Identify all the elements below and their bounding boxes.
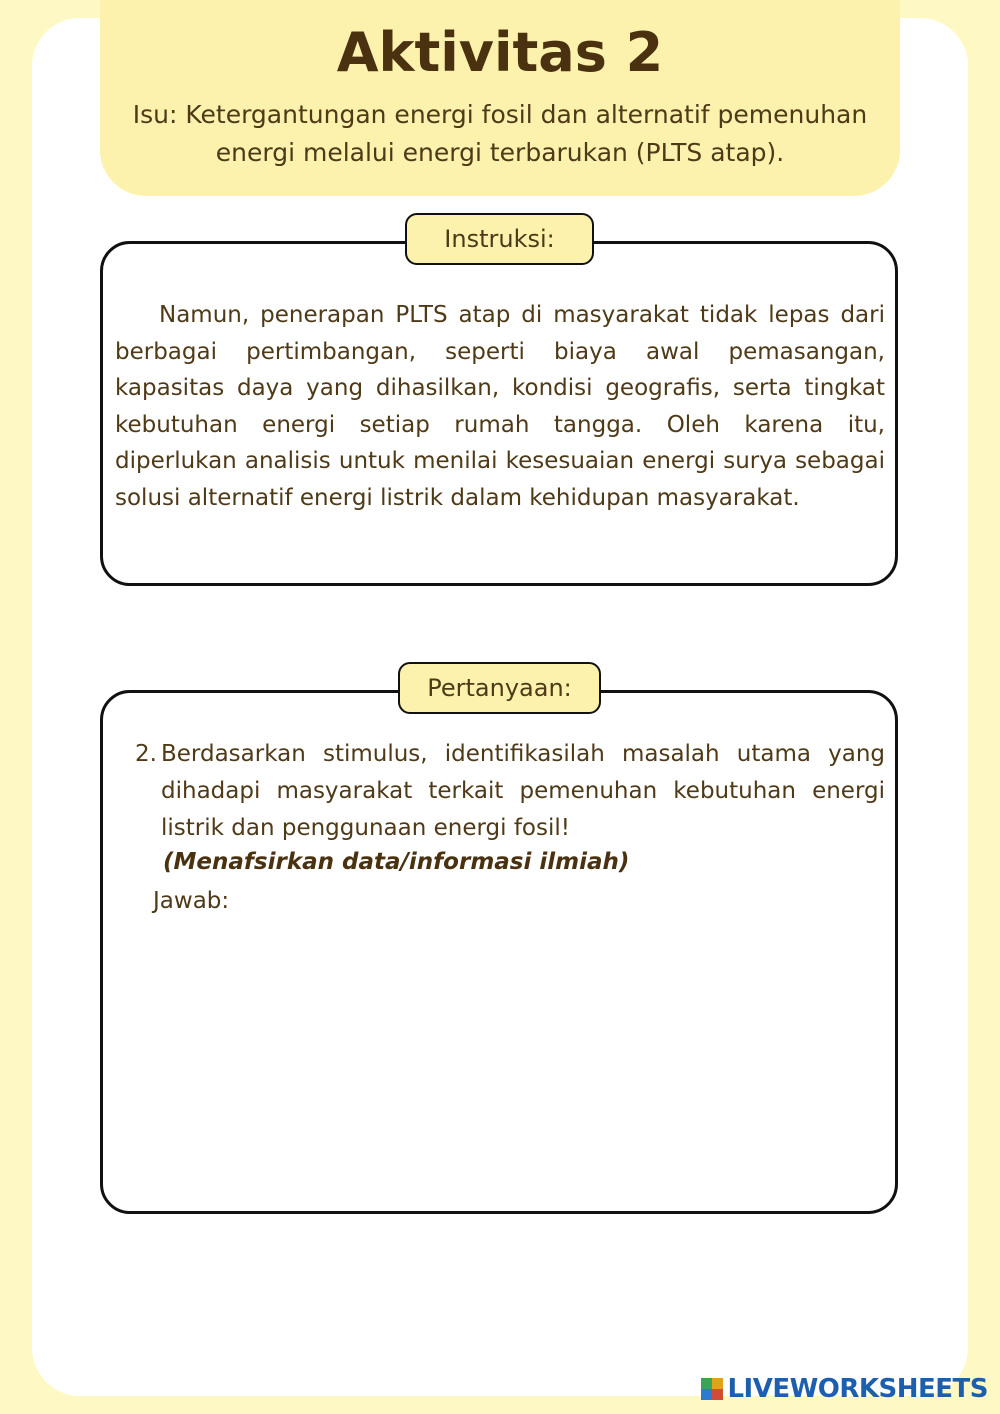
- question-label: Pertanyaan:: [398, 662, 601, 714]
- instructions-label: Instruksi:: [405, 213, 594, 265]
- liveworksheets-logo-icon: [701, 1378, 723, 1400]
- liveworksheets-brand: [701, 1370, 988, 1408]
- instructions-text: Namun, penerapan PLTS atap di masyarakat tidak lepas dari berbagai pertimbangan, seperti biaya awal pemasangan, kapasitas daya yang dihasilkan, kondisi geografis, serta tingkat kebutuhan energi setiap rumah tangga. Oleh karena itu, diperlukan analisis untuk menilai kesesuaian energi surya sebagai solusi alternatif energi listrik dalam kehidupan masyarakat.: [115, 302, 885, 511]
- page-title: Aktivitas 2: [336, 21, 664, 84]
- question-box: [100, 690, 898, 1214]
- brand-name: LIVEWORKSHEETS: [727, 1374, 988, 1404]
- question-text: Berdasarkan stimulus, identifikasilah masalah utama yang dihadapi masyarakat terkait pemenuhan kebutuhan energi listrik dan penggunaan energi fosil!: [161, 741, 885, 841]
- question-number: 2.: [135, 741, 157, 767]
- issue-text: Isu: Ketergantungan energi fosil dan alternatif pemenuhan energi melalui energi terbarukan (PLTS atap).: [132, 100, 868, 167]
- answer-label: Jawab:: [153, 888, 230, 914]
- instructions-box: [100, 241, 898, 586]
- question-skill: (Menafsirkan data/informasi ilmiah): [163, 849, 630, 875]
- header-banner: [100, 0, 900, 196]
